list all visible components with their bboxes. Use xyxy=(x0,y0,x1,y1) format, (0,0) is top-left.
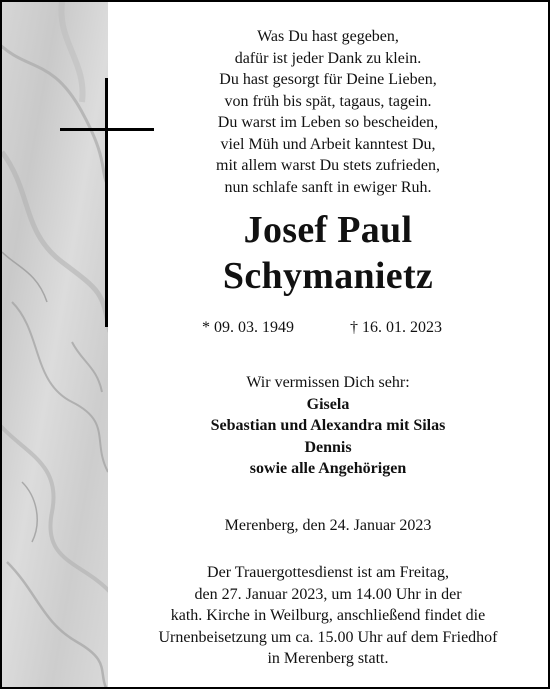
mourners-block xyxy=(108,372,548,480)
poem-line: dafür ist jeder Dank zu klein. xyxy=(234,49,422,67)
mourner-name: Gisela xyxy=(306,395,350,413)
service-line: Der Trauergottesdienst ist am Freitag, xyxy=(207,564,449,581)
service-line: in Merenberg statt. xyxy=(267,650,389,667)
deceased-first-name: Josef Paul xyxy=(243,209,413,251)
death-date: † 16. 01. 2023 xyxy=(350,319,442,336)
birth-date: * 09. 03. 1949 xyxy=(202,319,294,336)
poem-line: Du hast gesorgt für Deine Lieben, xyxy=(219,71,437,88)
poem-line: von früh bis spät, tagaus, tagein. xyxy=(224,92,432,110)
service-line: Urnenbeisetzung um ca. 15.00 Uhr auf dem Friedhof xyxy=(158,628,498,646)
mourner-name: Sebastian und Alexandra mit Silas xyxy=(210,417,446,434)
service-line: kath. Kirche in Weilburg, anschließend findet die xyxy=(170,607,486,624)
mourner-name: Dennis xyxy=(304,438,352,456)
mourner-name: sowie alle Angehörigen xyxy=(249,460,407,477)
place-and-date: Merenberg, den 24. Januar 2023 xyxy=(224,517,432,534)
life-dates xyxy=(108,319,548,341)
service-line: den 27. Januar 2023, um 14.00 Uhr in der xyxy=(194,585,462,603)
poem-line: viel Müh und Arbeit kanntest Du, xyxy=(220,135,436,153)
deceased-last-name: Schymanietz xyxy=(222,255,434,297)
mourners-intro: Wir vermissen Dich sehr: xyxy=(246,374,410,391)
poem xyxy=(108,26,548,198)
poem-line: Du warst im Leben so bescheiden, xyxy=(217,114,439,131)
deceased-name xyxy=(108,207,548,299)
funeral-service-info xyxy=(108,562,548,670)
poem-line: nun schlafe sanft in ewiger Ruh. xyxy=(224,178,432,196)
poem-line: Was Du hast gegeben, xyxy=(257,28,399,45)
poem-line: mit allem warst Du stets zufrieden, xyxy=(216,157,440,174)
